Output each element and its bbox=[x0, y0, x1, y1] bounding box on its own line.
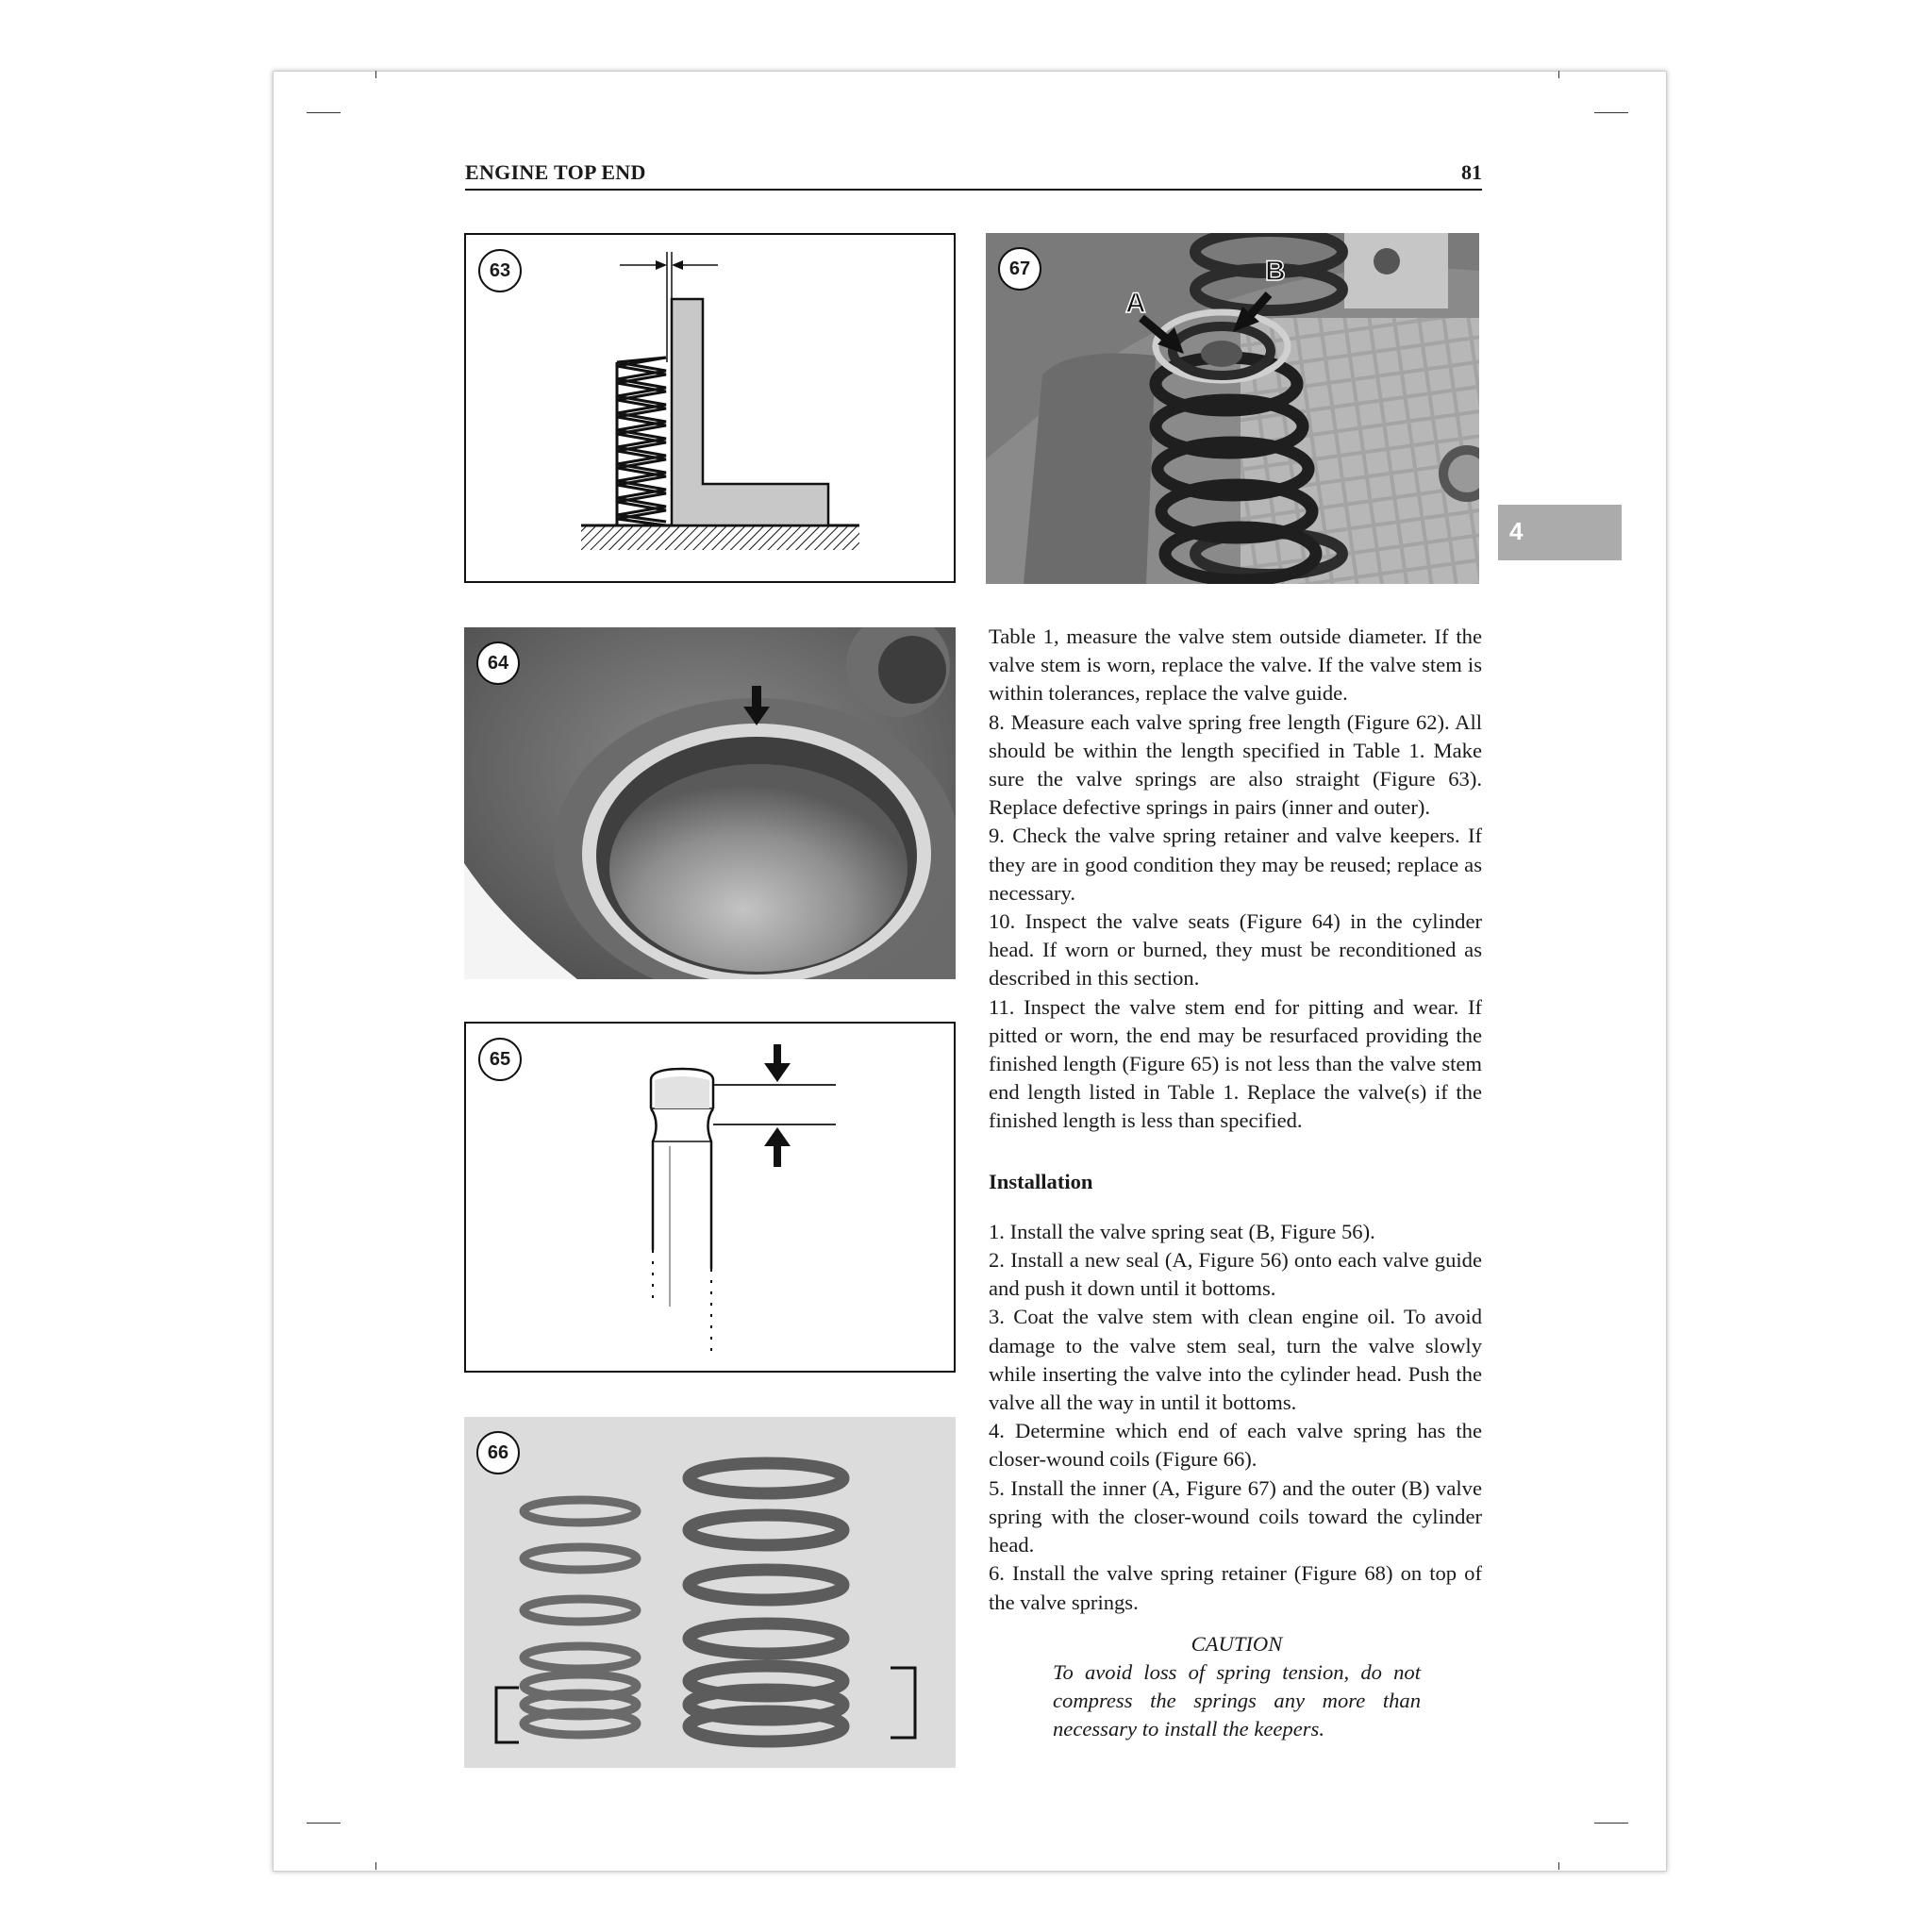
installation-step: 6. Install the valve spring retainer (Figure 68) on top of the valve springs. bbox=[989, 1561, 1482, 1614]
spring-coils bbox=[617, 358, 666, 525]
caution-text: To avoid loss of spring tension, do not compress the springs any more than necessary to install the keepers. bbox=[1053, 1659, 1421, 1741]
caution-note bbox=[1053, 1630, 1421, 1744]
paragraph: 11. Inspect the valve stem end for pitting and wear. If pitted or worn, the end may be resurfaced providing the finished length (Figure 65) is not less than the valve stem end length listed in Table 1. Replace the valve(s) if the finished length is less than specified. bbox=[989, 994, 1482, 1133]
figure-number-badge: 64 bbox=[476, 641, 520, 685]
installation-step: 5. Install the inner (A, Figure 67) and the outer (B) valve spring with the closer-wound coils toward the cylinder head. bbox=[989, 1475, 1482, 1557]
paragraph: 9. Check the valve spring retainer and valve keepers. If they are in good condition they may be reused; replace as necessary. bbox=[989, 824, 1482, 905]
installation-step: 1. Install the valve spring seat (B, Figure 56). bbox=[989, 1219, 1375, 1243]
crop-mark bbox=[375, 71, 376, 78]
crop-mark bbox=[1594, 112, 1628, 113]
caution-title: CAUTION bbox=[1191, 1631, 1283, 1656]
paragraph: Table 1, measure the valve stem outside diameter. If the valve stem is worn, replace the valve. If the valve stem is within tolerances, replace the valve guide. bbox=[989, 625, 1482, 706]
paragraph: 8. Measure each valve spring free length (Figure 62). All should be within the length specified in Table 1. Make sure the valve springs are also straight (Figure 63). Replace defective springs in pairs (inner and outer). bbox=[989, 709, 1482, 820]
chapter-title: ENGINE TOP END bbox=[465, 160, 646, 184]
figure-66 bbox=[464, 1417, 956, 1768]
crop-mark bbox=[307, 1823, 341, 1824]
installation-step: 4. Determine which end of each valve spring has the closer-wound coils (Figure 66). bbox=[989, 1419, 1482, 1472]
installed-springs-photo bbox=[986, 233, 1479, 584]
figure-number-badge: 65 bbox=[478, 1038, 522, 1081]
figure-63 bbox=[464, 233, 956, 583]
figure-64 bbox=[464, 627, 956, 979]
section-heading: Installation bbox=[989, 1169, 1093, 1193]
spring-squareness-diagram bbox=[466, 235, 954, 581]
valve-stem-end-diagram bbox=[466, 1024, 954, 1371]
page-number: 81 bbox=[1461, 160, 1482, 184]
paragraph: 10. Inspect the valve seats (Figure 64) in the cylinder head. If worn or burned, they must be reconditioned as described in this section. bbox=[989, 909, 1482, 991]
installation-step: 3. Coat the valve stem with clean engine oil. To avoid damage to the valve stem seal, turn the valve slowly while inserting the valve into the cylinder head. Push the valve all the way in until it bottoms. bbox=[989, 1305, 1482, 1415]
running-header bbox=[465, 158, 1482, 191]
crop-mark bbox=[1558, 1862, 1559, 1870]
crop-mark bbox=[1558, 71, 1559, 78]
figure-67 bbox=[986, 233, 1479, 584]
valve-seat-photo bbox=[464, 627, 956, 979]
installation-step: 2. Install a new seal (A, Figure 56) onto each valve guide and push it down until it bottoms. bbox=[989, 1248, 1482, 1301]
crop-mark bbox=[1594, 1823, 1628, 1824]
body-text bbox=[989, 623, 1482, 1744]
figure-number-badge: 66 bbox=[476, 1431, 520, 1474]
crop-mark bbox=[307, 112, 341, 113]
figure-65 bbox=[464, 1022, 956, 1373]
figure-number-badge: 67 bbox=[998, 247, 1041, 291]
label-b: B bbox=[1265, 256, 1286, 287]
label-a: A bbox=[1125, 288, 1146, 319]
valve-springs-photo bbox=[464, 1417, 956, 1768]
figure-number-badge: 63 bbox=[478, 249, 522, 292]
chapter-tab: 4 bbox=[1498, 505, 1622, 560]
crop-mark bbox=[375, 1862, 376, 1870]
